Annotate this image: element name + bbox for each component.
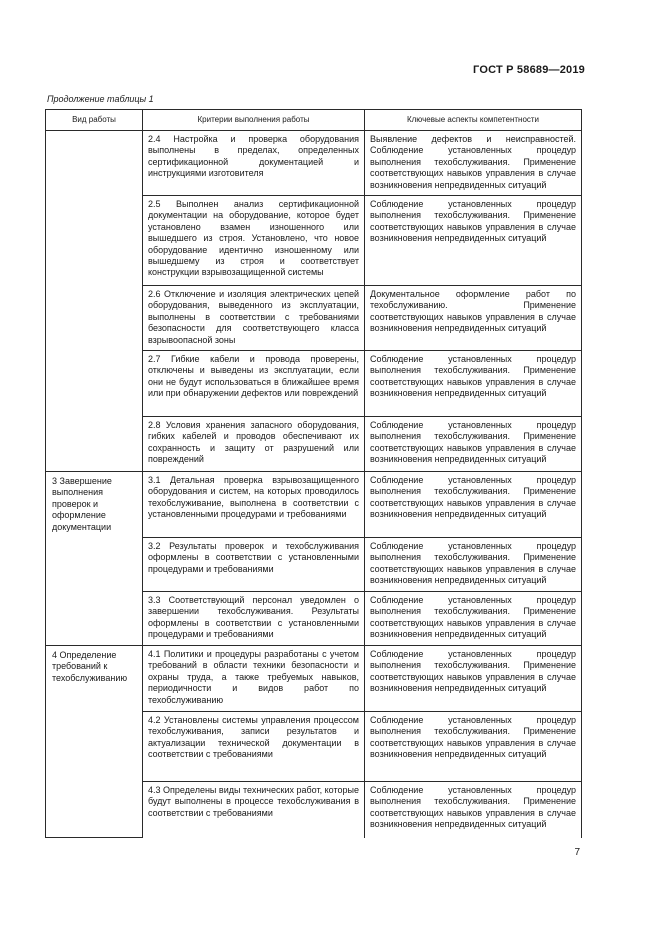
aspects-cell: Соблюдение установленных процедур выполнения техобслуживания. Применение соответствующих навыков управления в случае возникновения непредвиденных ситуаций xyxy=(365,196,582,286)
aspects-cell: Документальное оформление работ по техобслуживанию. Применение соответствующих навыков управления в случае возникновения непредвиденных ситуаций xyxy=(365,286,582,351)
column-header-aspects: Ключевые аспекты компетентности xyxy=(365,110,582,131)
criteria-cell: 3.2 Результаты проверок и техобслуживания оформлены в соответствии с установленными процедурами и требованиями xyxy=(143,538,365,592)
aspects-cell: Соблюдение установленных процедур выполнения техобслуживания. Применение соответствующих навыков управления в случае возникновения непредвиденных ситуаций xyxy=(365,782,582,838)
column-header-criteria: Критерии выполнения работы xyxy=(143,110,365,131)
table-header-row xyxy=(46,110,582,131)
work-type-cell: 3 Завершение выполнения проверок и оформление документации xyxy=(46,472,143,646)
criteria-cell: 2.5 Выполнен анализ сертификационной документации на оборудование, которое будет установлено взамен изношенного или вышедшего из строя. Установлено, что новое оборудование идентично изношенному или вышедшему из строя и соответствует конструкции взрывозащищенной системы xyxy=(143,196,365,286)
criteria-cell: 2.4 Настройка и проверка оборудования выполнены в пределах, определенных сертификационной документацией и инструкциями изготовителя xyxy=(143,131,365,196)
aspects-cell: Соблюдение установленных процедур выполнения техобслуживания. Применение соответствующих навыков управления в случае возникновения непредвиденных ситуаций xyxy=(365,472,582,538)
aspects-cell: Соблюдение установленных процедур выполнения техобслуживания. Применение соответствующих навыков управления в случае возникновения непредвиденных ситуаций xyxy=(365,538,582,592)
table-row xyxy=(46,646,582,712)
page-number: 7 xyxy=(574,847,580,858)
aspects-cell: Соблюдение установленных процедур выполнения техобслуживания. Применение соответствующих навыков управления в случае возникновения непредвиденных ситуаций xyxy=(365,351,582,417)
work-type-cell: 4 Определение требований к техобслуживанию xyxy=(46,646,143,838)
document-code: ГОСТ Р 58689—2019 xyxy=(473,64,585,76)
table-row xyxy=(46,131,582,196)
criteria-cell: 4.1 Политики и процедуры разработаны с учетом требований в области техники безопасности и охраны труда, а также требуемых навыков, периодичности и видов работ по техобслуживанию xyxy=(143,646,365,712)
column-header-work-type: Вид работы xyxy=(46,110,143,131)
table-row xyxy=(46,472,582,538)
table-caption: Продолжение таблицы 1 xyxy=(47,94,154,104)
aspects-cell: Соблюдение установленных процедур выполнения техобслуживания. Применение соответствующих навыков управления в случае возникновения непредвиденных ситуаций xyxy=(365,646,582,712)
criteria-cell: 4.3 Определены виды технических работ, которые будут выполнены в процессе техобслуживания в соответствии с требованиями xyxy=(143,782,365,838)
aspects-cell: Соблюдение установленных процедур выполнения техобслуживания. Применение соответствующих навыков управления в случае возникновения непредвиденных ситуаций xyxy=(365,417,582,472)
criteria-cell: 2.6 Отключение и изоляция электрических цепей оборудования, выведенного из эксплуатации, выполнены в соответствии с требованиями безопасности для соответствующего класса взрывоопасной зоны xyxy=(143,286,365,351)
criteria-cell: 3.3 Соответствующий персонал уведомлен о завершении техобслуживания. Результаты оформлены в соответствии с установленными процедурами и требованиями xyxy=(143,592,365,646)
aspects-cell: Соблюдение установленных процедур выполнения техобслуживания. Применение соответствующих навыков управления в случае возникновения непредвиденных ситуаций xyxy=(365,712,582,782)
competence-table xyxy=(45,109,582,838)
criteria-cell: 2.8 Условия хранения запасного оборудования, гибких кабелей и проводов обеспечивают их сохранность и защиту от разрушений или повреждений xyxy=(143,417,365,472)
aspects-cell: Выявление дефектов и неисправностей. Соблюдение установленных процедур выполнения техобслуживания. Применение соответствующих навыков управления в случае возникновения непредвиденных ситуаций xyxy=(365,131,582,196)
criteria-cell: 4.2 Установлены системы управления процессом техобслуживания, записи результатов и актуализации технической документации в соответствии с требованиями xyxy=(143,712,365,782)
criteria-cell: 2.7 Гибкие кабели и провода проверены, отключены и выведены из эксплуатации, если они не будут использоваться в ближайшее время или при обнаружении дефектов или повреждений xyxy=(143,351,365,417)
work-type-cell xyxy=(46,131,143,472)
aspects-cell: Соблюдение установленных процедур выполнения техобслуживания. Применение соответствующих навыков управления в случае возникновения непредвиденных ситуаций xyxy=(365,592,582,646)
criteria-cell: 3.1 Детальная проверка взрывозащищенного оборудования и систем, на которых проводилось техобслуживание, выполнена в соответствии с установленными процедурами и требованиями xyxy=(143,472,365,538)
